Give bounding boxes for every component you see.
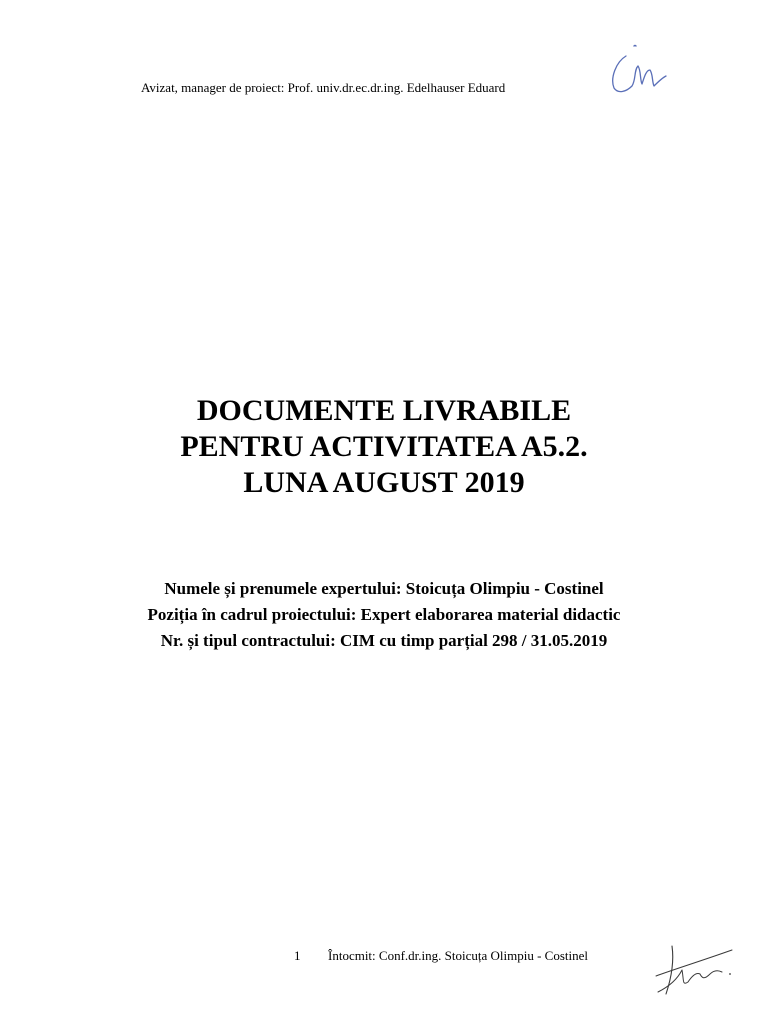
title-line-2: PENTRU ACTIVITATEA A5.2. xyxy=(180,430,588,463)
expert-position-line: Poziția în cadrul proiectului: Expert elaborarea material didactic xyxy=(147,605,621,624)
title-line-1: DOCUMENTE LIVRABILE xyxy=(196,394,572,427)
document-title xyxy=(0,393,768,501)
title-line-3: LUNA AUGUST 2019 xyxy=(243,466,525,499)
expert-details xyxy=(0,576,768,654)
manager-signature xyxy=(604,40,670,98)
expert-contract-line: Nr. și tipul contractului: CIM cu timp parțial 298 / 31.05.2019 xyxy=(160,631,608,650)
prepared-by-line: Întocmit: Conf.dr.ing. Stoicuța Olimpiu - Costinel xyxy=(328,948,588,963)
author-signature xyxy=(652,940,736,1000)
approval-line: Avizat, manager de proiect: Prof. univ.dr.ec.dr.ing. Edelhauser Eduard xyxy=(141,80,506,95)
page-number: 1 xyxy=(294,948,301,963)
expert-name-line: Numele și prenumele expertului: Stoicuța Olimpiu - Costinel xyxy=(164,579,604,598)
